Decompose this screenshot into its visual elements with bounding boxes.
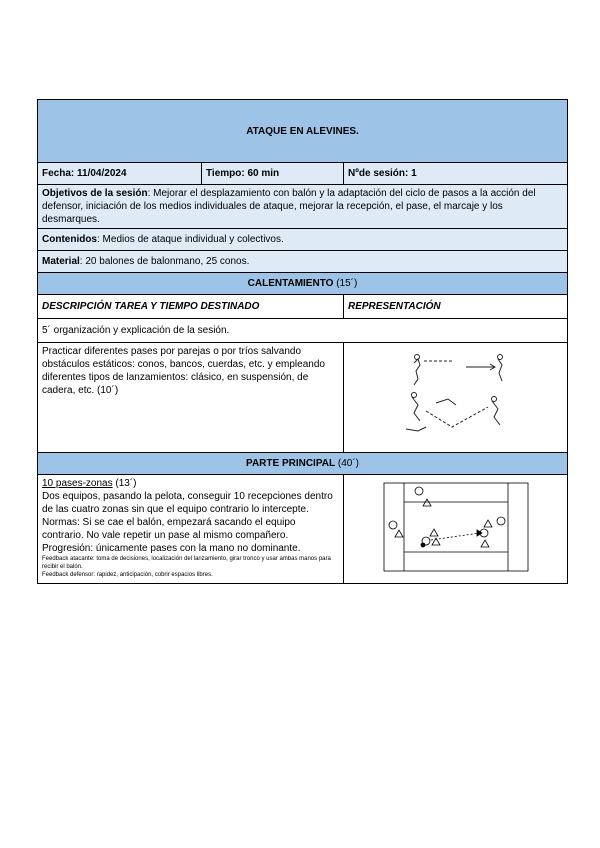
- pass-arrow-head: [477, 530, 482, 536]
- main-task-cell: [38, 475, 344, 584]
- warmup-label: CALENTAMIENTO: [247, 278, 334, 289]
- main-part-label: PARTE PRINCIPAL: [246, 458, 336, 469]
- material-label: Material: [42, 256, 80, 267]
- main-part-time: (40´): [335, 458, 359, 469]
- objectives-label: Objetivos de la sesión: [42, 188, 148, 199]
- contents-text: : Medios de ataque individual y colectivos.: [97, 234, 284, 245]
- feedback-attacker: Feedback atacante: toma de decisiones, localización del lanzamiento, girar tronco y usar ambas manos para recibir el balón.: [42, 556, 331, 570]
- defender-cone: [423, 499, 431, 506]
- attacker-marker: [497, 517, 505, 525]
- session-table: [37, 99, 568, 584]
- feedback-defender: Feedback defensor: rapidez, anticipación, cobrir espacios libres.: [42, 572, 213, 578]
- date-cell: Fecha: 11/04/2024: [38, 163, 202, 185]
- main-representation: [344, 475, 568, 584]
- attacker-marker: [389, 521, 397, 529]
- warmup-time: (15´): [333, 278, 358, 289]
- objectives-cell: [38, 185, 568, 229]
- ground-scribble: [406, 427, 426, 431]
- receiver-sketch: [498, 359, 502, 381]
- attacker-marker: [415, 487, 423, 495]
- representation-column-header: REPRESENTACIÓN: [344, 295, 568, 319]
- material-cell: [38, 251, 568, 273]
- contents-cell: [38, 229, 568, 251]
- defender-cone: [430, 529, 438, 536]
- court-diagram: [381, 479, 531, 575]
- player-head: [414, 354, 419, 359]
- material-text: : 20 balones de balonmano, 25 conos.: [79, 256, 250, 267]
- time-cell: Tiempo: 60 min: [202, 163, 344, 185]
- ball-marker: [421, 543, 425, 547]
- court-outline: [384, 483, 528, 571]
- main-task-description: Dos equipos, pasando la pelota, conseguir 10 recepciones dentro de las cuatro zonas sin que el equipo contrario lo intercepte.: [42, 491, 333, 515]
- receiver-head: [497, 354, 502, 359]
- session-title: ATAQUE EN ALEVINES.: [38, 100, 568, 163]
- warmup-intro: 5´ organización y explicación de la sesión.: [38, 319, 568, 343]
- main-task-title: 10 pases-zonas: [42, 478, 113, 489]
- main-task-heading: [42, 477, 335, 490]
- contents-label: Contenidos: [42, 234, 97, 245]
- main-task-time: (13´): [112, 478, 137, 489]
- player3-head: [491, 396, 496, 401]
- warmup-task: Practicar diferentes pases por parejas o por tríos salvando obstáculos estáticos: conos, bancos, cuerdas, etc. y empleando diferentes tipos de lanzamientos: clásico, en suspensión, de cadera, etc. (10´): [38, 343, 344, 453]
- warmup-header: [38, 273, 568, 295]
- defender-cone: [481, 540, 489, 547]
- objectives-text: : Mejorar el desplazamiento con balón y la adaptación del ciclo de pasos a la acción del defensor, iniciación de los medios individuales de ataque, mejorar la recepción, el pase, el marcaje y los desmarques.: [42, 188, 536, 225]
- warmup-representation: [344, 343, 568, 453]
- obstacle-sketch: [436, 399, 456, 405]
- main-part-header: [38, 453, 568, 475]
- session-sheet: [37, 99, 567, 584]
- player-sketch: [414, 359, 420, 385]
- warmup-drawing: [396, 351, 516, 441]
- player2-sketch: [412, 397, 420, 421]
- description-column-header: DESCRIPCIÓN TAREA Y TIEMPO DESTINADO: [38, 295, 344, 319]
- bounce-pass-line: [426, 407, 488, 427]
- main-task-rules: Normas: Si se cae el balón, empezará sacando el equipo contrario. No vale repetir un pase al mismo compañero.: [42, 517, 296, 541]
- defender-cone: [484, 520, 492, 527]
- defender-cone: [395, 530, 403, 537]
- player3-sketch: [492, 401, 500, 425]
- session-number-cell: Nºde sesión: 1: [344, 163, 568, 185]
- player2-head: [411, 392, 416, 397]
- pass-line: [431, 533, 480, 540]
- main-task-progression: Progresión: únicamente pases con la mano no dominante.: [42, 543, 301, 554]
